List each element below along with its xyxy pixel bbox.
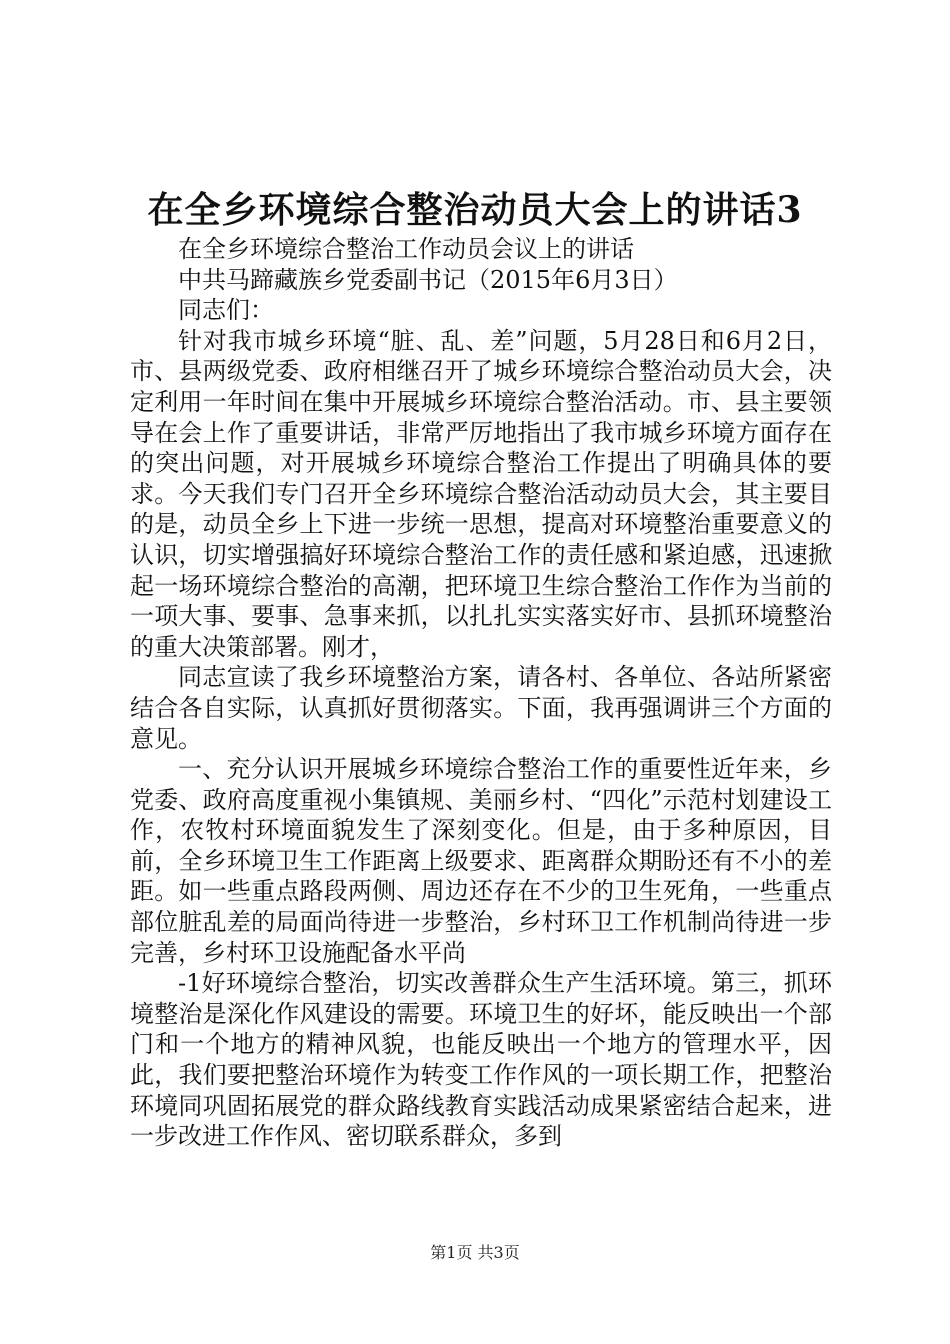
speaker-line: 中共马蹄藏族乡党委副书记（2015年6月3日） [178, 265, 678, 294]
salutation: 同志们： [178, 296, 274, 325]
page-title: 在全乡环境综合整治动员大会上的讲话3 [147, 189, 803, 231]
body-paragraph: 一、充分认识开展城乡环境综合整治工作的重要性近年来，乡党委、政府高度重视小集镇规、美丽乡村、“四化”示范村划建设工作，农牧村环境面貌发生了深刻变化。但是，由于多种原因，目前，全乡环境卫生工作距离上级要求、距离群众期盼还有不小的差距。如一些重点路段两侧、周边还存在不少的卫生死角，一些重点部位脏乱差的局面尚待进一步整治，乡村环卫工作机制尚待进一步完善，乡村环卫设施配备水平尚 [130, 755, 832, 967]
page-footer: 第1页 共3页 [430, 1243, 520, 1262]
body-paragraph: 针对我市城乡环境“脏、乱、差”问题，5月28日和6月2日，市、县两级党委、政府相继召开了城乡环境综合整治动员大会，决定利用一年时间在集中开展城乡环境综合整治活动。市、县主要领导在会上作了重要讲话，非常严厉地指出了我市城乡环境方面存在的突出问题，对开展城乡环境综合整治工作提出了明确具体的要求。今天我们专门召开全乡环境综合整治活动动员大会，其主要目的是，动员全乡上下进一步统一思想，提高对环境整治重要意义的认识，切实增强搞好环境综合整治工作的责任感和紧迫感，迅速掀起一场环境综合整治的高潮，把环境卫生综合整治工作作为当前的一项大事、要事、急事来抓，以扎扎实实落实好市、县抓环境整治的重大决策部署。刚才， [130, 326, 832, 661]
body-paragraph: 同志宣读了我乡环境整治方案，请各村、各单位、各站所紧密结合各自实际，认真抓好贯彻落实。下面，我再强调讲三个方面的意见。 [130, 663, 832, 753]
document-body [130, 234, 832, 1152]
speech-heading: 在全乡环境综合整治工作动员会议上的讲话 [178, 235, 634, 263]
body-paragraph: -1好环境综合整治，切实改善群众生产生活环境。第三，抓环境整治是深化作风建设的需要。环境卫生的好坏，能反映出一个部门和一个地方的精神风貌，也能反映出一个地方的管理水平，因此，我们要把整治环境作为转变工作作风的一项长期工作，把整治环境同巩固拓展党的群众路线教育实践活动成果紧密结合起来，进一步改进工作作风、密切联系群众，多到 [130, 969, 832, 1151]
